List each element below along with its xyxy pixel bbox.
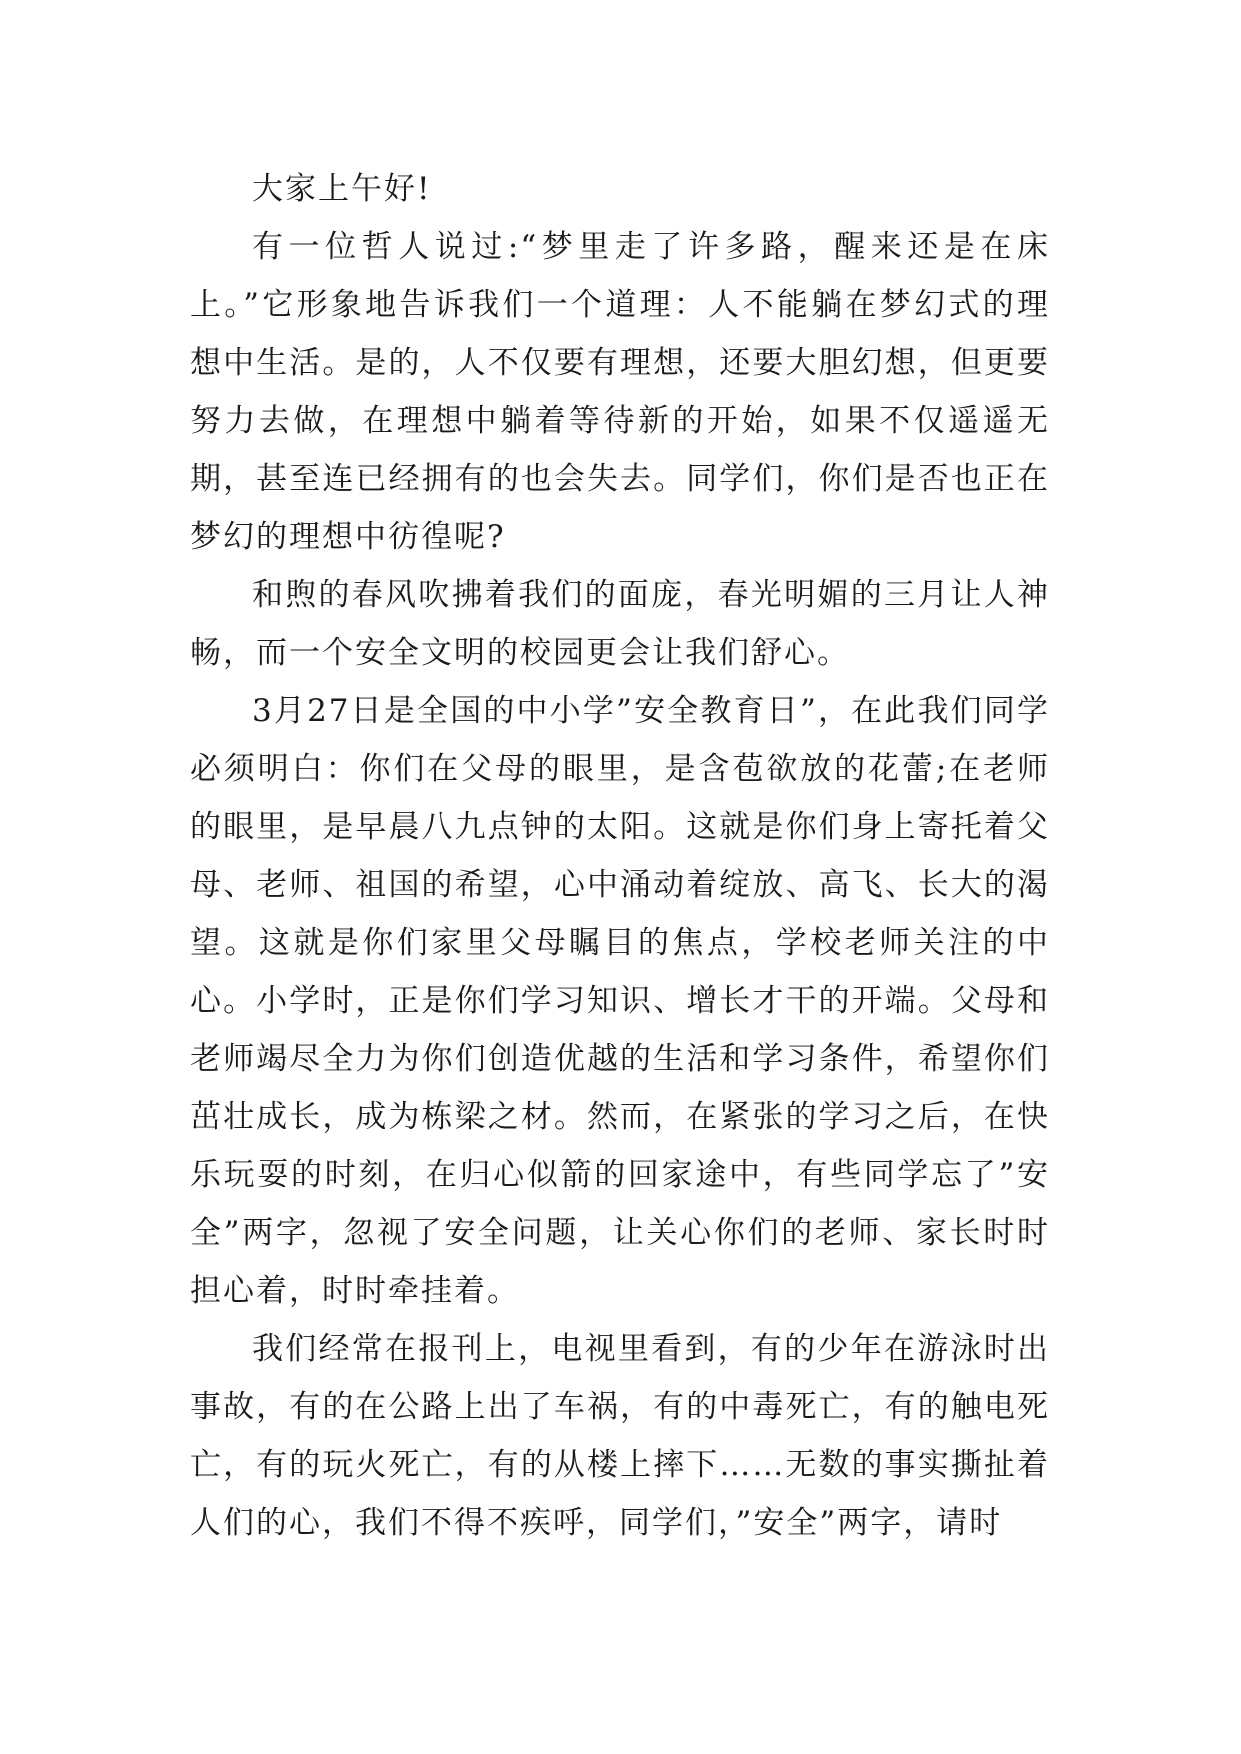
paragraph-accidents: 我们经常在报刊上，电视里看到，有的少年在游泳时出事故，有的在公路上出了车祸，有的中毒死亡，有的触电死亡，有的玩火死亡，有的从楼上摔下……无数的事实撕扯着人们的心，我们不得不疾呼，同学们，”安全”两字，请时 [190,1331,1050,1541]
paragraph-philosopher-quote: 有一位哲人说过:“梦里走了许多路，醒来还是在床上。”它形象地告诉我们一个道理：人不能躺在梦幻式的理想中生活。是的，人不仅要有理想，还要大胆幻想，但更要努力去做，在理想中躺着等待新的开始，如果不仅遥遥无期，甚至连已经拥有的也会失去。同学们，你们是否也正在梦幻的理想中彷徨呢? [190,229,1050,555]
paragraph-spring: 和煦的春风吹拂着我们的面庞，春光明媚的三月让人神畅，而一个安全文明的校园更会让我们舒心。 [190,577,1050,671]
paragraph-greeting: 大家上午好! [252,171,432,207]
paragraph-safety-day: 3月27日是全国的中小学”安全教育日”，在此我们同学必须明白：你们在父母的眼里，是含苞欲放的花蕾;在老师的眼里，是早晨八九点钟的太阳。这就是你们身上寄托着父母、老师、祖国的希望，心中涌动着绽放、高飞、长大的渴望。这就是你们家里父母瞩目的焦点，学校老师关注的中心。小学时，正是你们学习知识、增长才干的开端。父母和老师竭尽全力为你们创造优越的生活和学习条件，希望你们茁壮成长，成为栋梁之材。然而，在紧张的学习之后，在快乐玩耍的时刻，在归心似箭的回家途中，有些同学忘了”安全”两字，忽视了安全问题，让关心你们的老师、家长时时担心着，时时牵挂着。 [190,693,1050,1309]
document-body [190,160,1050,1552]
